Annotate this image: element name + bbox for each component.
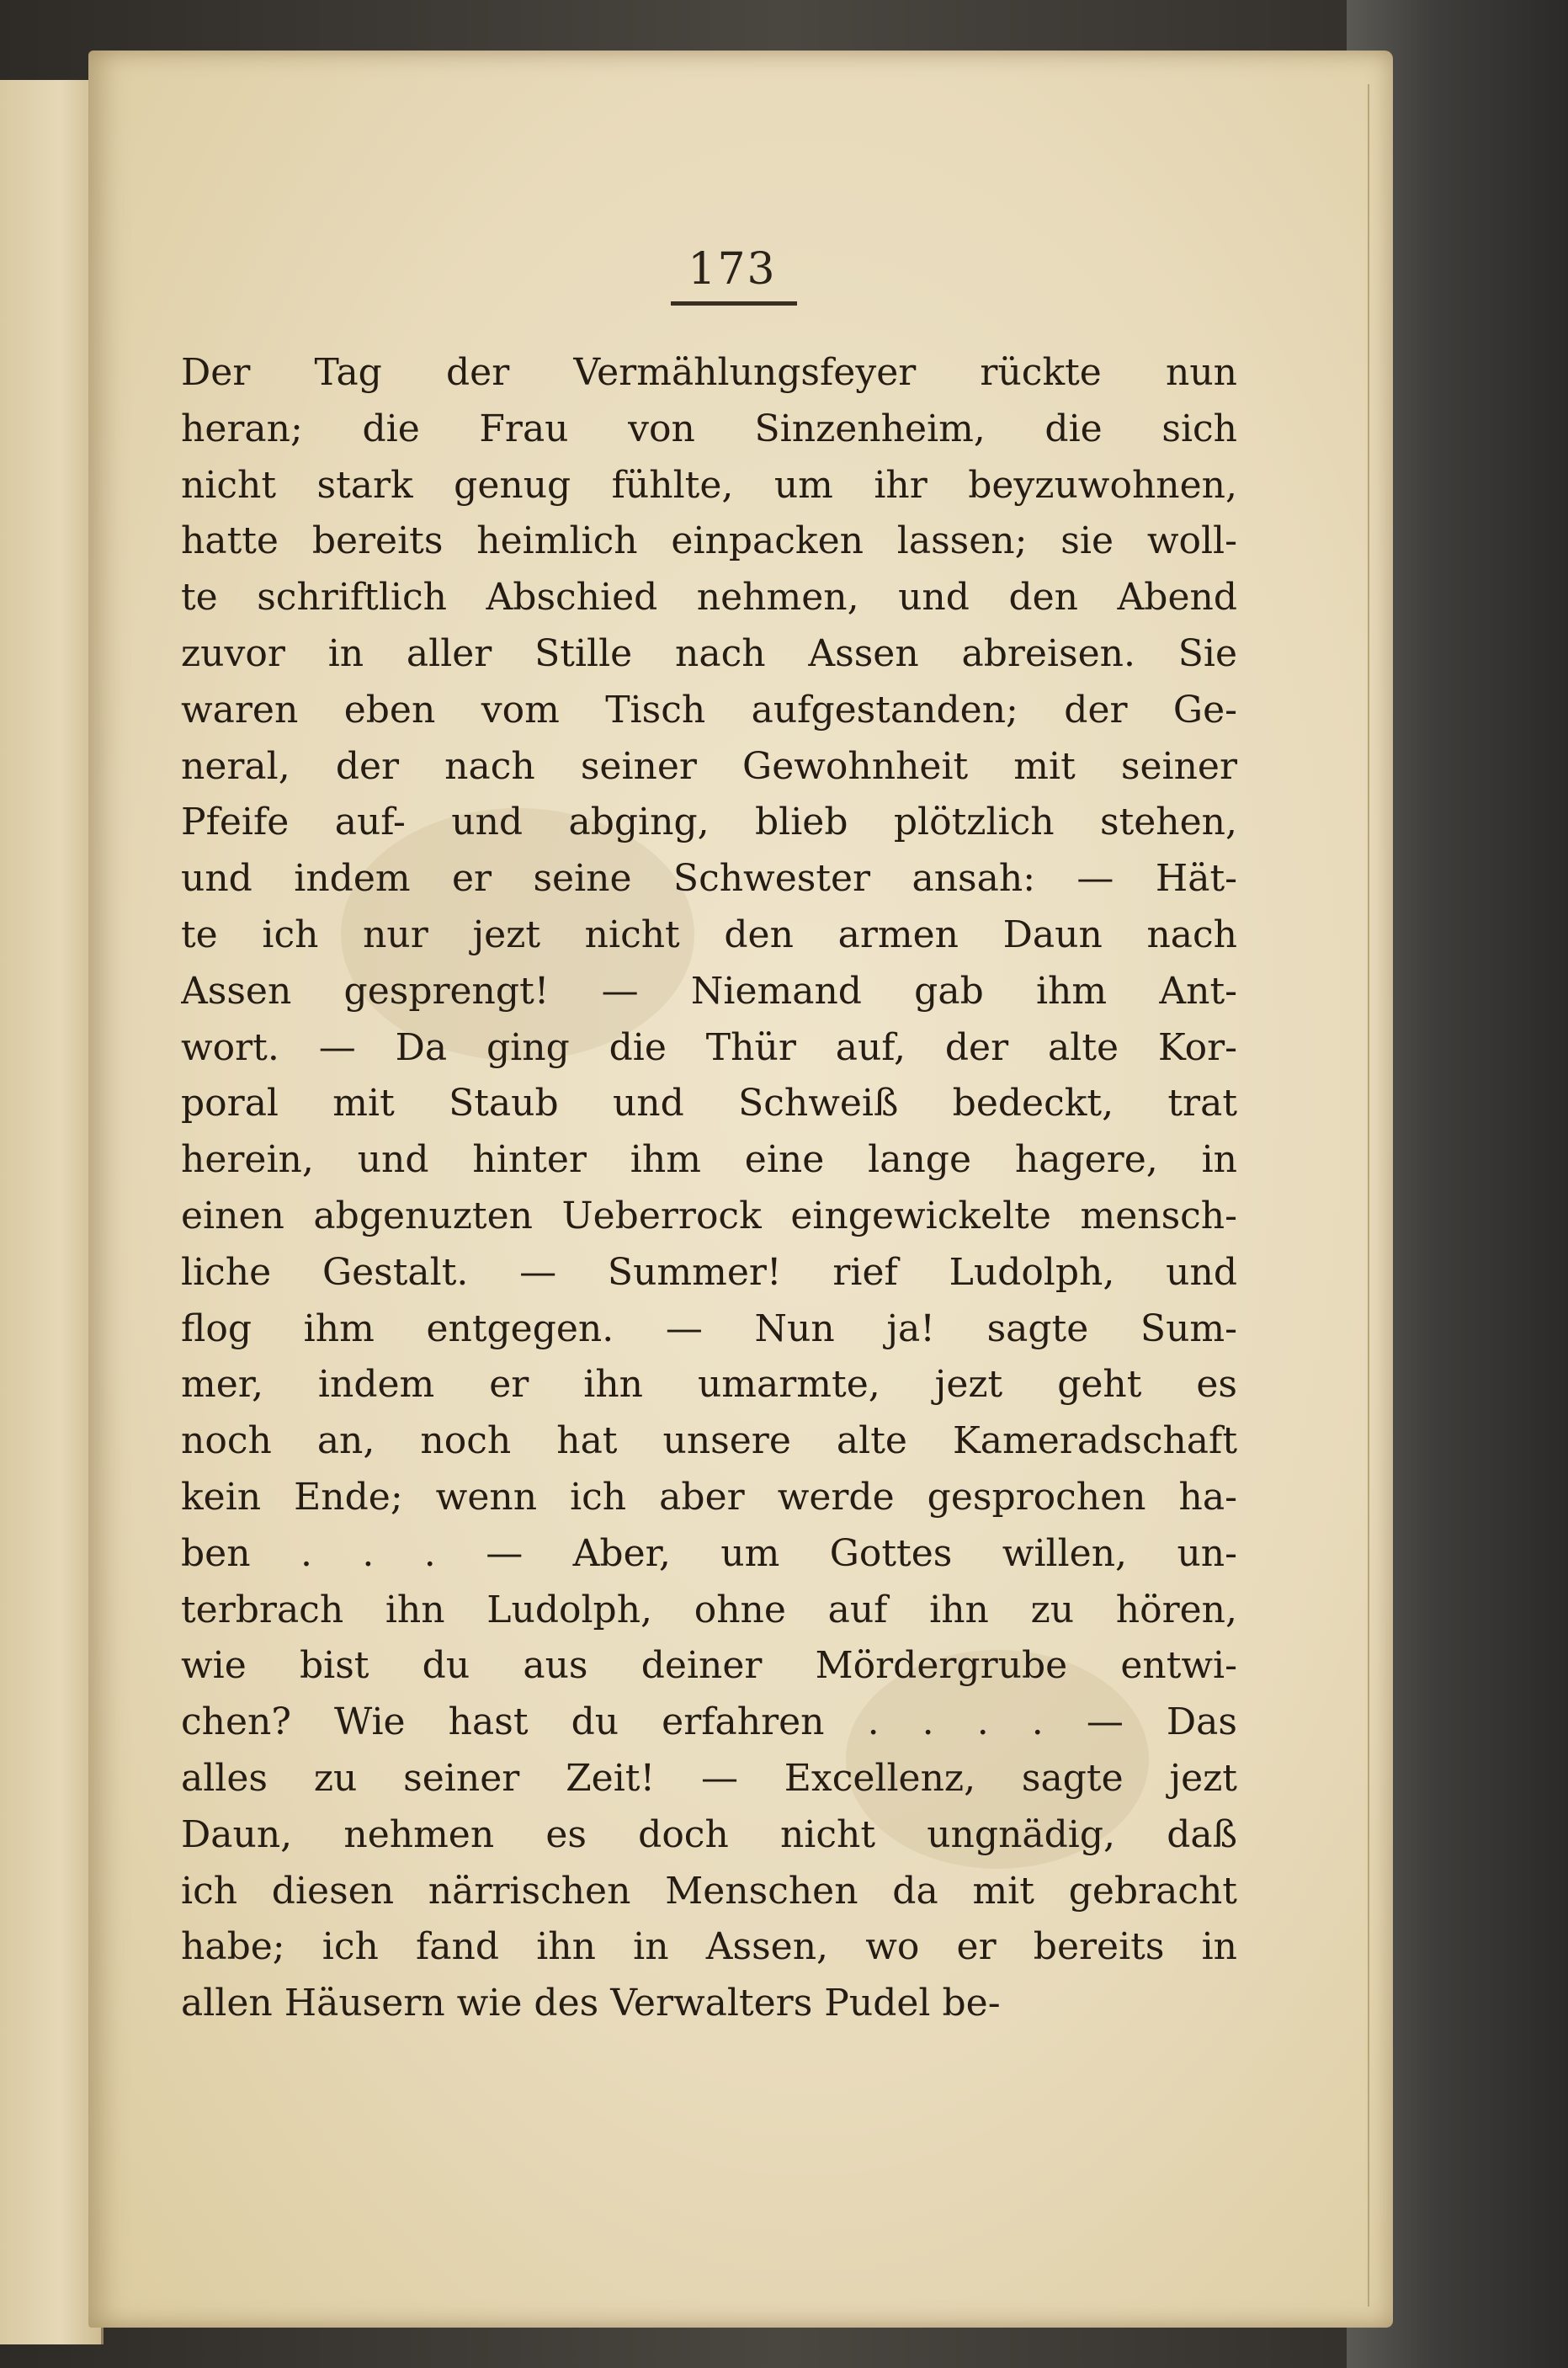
text-line: mer, indem er ihn umarmte, jezt geht es	[181, 1363, 1237, 1407]
book-page	[88, 51, 1393, 2328]
text-line: Daun, nehmen es doch nicht ungnädig, daß	[181, 1812, 1237, 1856]
page-number: 173	[688, 244, 777, 295]
text-line: zuvor in aller Stille nach Assen abreisen. Sie	[181, 631, 1237, 675]
body-text	[181, 345, 1237, 2032]
text-line: neral, der nach seiner Gewohnheit mit seiner	[181, 744, 1237, 788]
text-line: Assen gesprengt! — Niemand gab ihm Ant-	[181, 969, 1237, 1013]
text-line: Pfeife auf- und abging, blieb plötzlich stehen,	[181, 801, 1237, 844]
text-line: nicht stark genug fühlte, um ihr beyzuwohnen,	[181, 463, 1237, 507]
text-line: ben . . . — Aber, um Gottes willen, un-	[181, 1531, 1237, 1575]
text-line: Der Tag der Vermählungsfeyer rückte nun	[181, 351, 1237, 394]
text-line: einen abgenuzten Ueberrock eingewickelte mensch-	[181, 1194, 1237, 1237]
text-line: herein, und hinter ihm eine lange hagere, in	[181, 1138, 1237, 1182]
text-line: wie bist du aus deiner Mördergrube entwi-	[181, 1644, 1237, 1688]
text-line: te schriftlich Abschied nehmen, und den Abend	[181, 576, 1237, 620]
text-line: alles zu seiner Zeit! — Excellenz, sagte jezt	[181, 1756, 1237, 1800]
text-line: poral mit Staub und Schweiß bedeckt, trat	[181, 1082, 1237, 1125]
text-line: heran; die Frau von Sinzenheim, die sich	[181, 407, 1237, 450]
text-line: und indem er seine Schwester ansah: — Hät-	[181, 857, 1237, 901]
text-line: liche Gestalt. — Summer! rief Ludolph, und	[181, 1250, 1237, 1294]
page-number-rule	[671, 301, 797, 306]
text-line: habe; ich fand ihn in Assen, wo er bereits in	[181, 1925, 1237, 1969]
text-line: ich diesen närrischen Menschen da mit gebracht	[181, 1869, 1237, 1913]
text-line: allen Häusern wie des Verwalters Pudel be-	[181, 1982, 1001, 2025]
text-line: te ich nur jezt nicht den armen Daun nach	[181, 913, 1237, 956]
text-line: kein Ende; wenn ich aber werde gesprochen ha-	[181, 1475, 1237, 1519]
text-line: hatte bereits heimlich einpacken lassen; sie woll-	[181, 519, 1237, 563]
text-line: wort. — Da ging die Thür auf, der alte Kor-	[181, 1025, 1237, 1069]
page-edge-line	[1368, 84, 1369, 2307]
text-line: chen? Wie hast du erfahren . . . . — Das	[181, 1700, 1237, 1744]
text-line: terbrach ihn Ludolph, ohne auf ihn zu hören,	[181, 1588, 1237, 1631]
text-line: flog ihm entgegen. — Nun ja! sagte Sum-	[181, 1306, 1237, 1350]
text-line: waren eben vom Tisch aufgestanden; der Ge-	[181, 688, 1237, 732]
text-line: noch an, noch hat unsere alte Kameradschaft	[181, 1419, 1237, 1463]
